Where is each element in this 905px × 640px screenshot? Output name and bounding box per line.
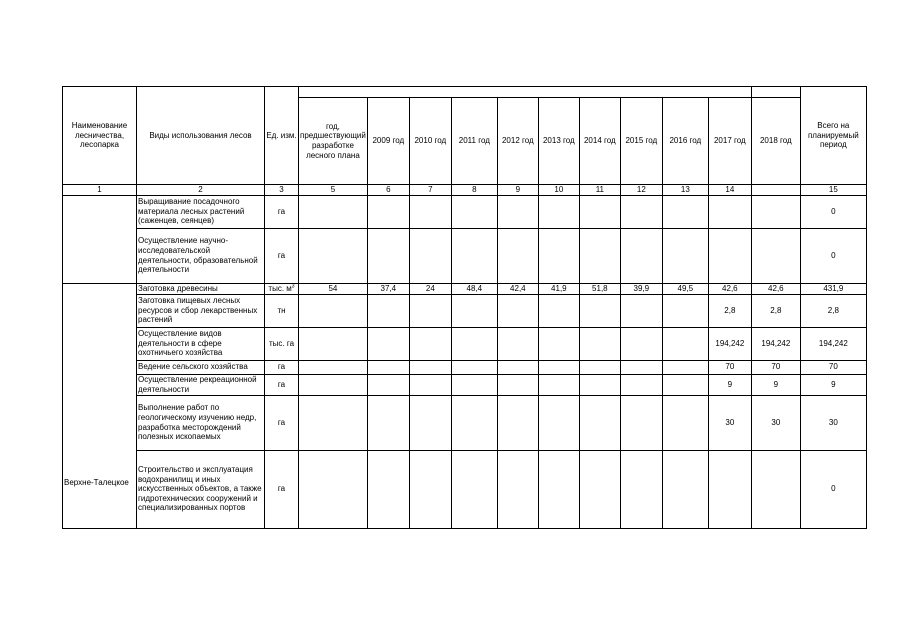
value-cell: [299, 294, 368, 327]
value-cell: 2,8: [708, 294, 751, 327]
value-cell: [409, 228, 451, 283]
table-row: [63, 294, 867, 327]
column-number: 9: [497, 185, 538, 196]
unit-text: га: [277, 417, 286, 427]
table-row: [63, 395, 867, 450]
value-cell: [662, 228, 708, 283]
header-year: 2012 год: [497, 98, 538, 185]
header-unit: Ед. изм.: [265, 87, 299, 185]
value-cell: [497, 327, 538, 360]
value-cell: [497, 450, 538, 528]
value-cell: [662, 195, 708, 228]
value-cell: [299, 195, 368, 228]
value-cell: [708, 195, 751, 228]
unit-superscript: 3: [291, 283, 295, 290]
column-number: 11: [579, 185, 620, 196]
value-cell: [579, 327, 620, 360]
header-year: 2009 год: [367, 98, 409, 185]
value-cell: [662, 294, 708, 327]
value-cell: [662, 374, 708, 395]
value-cell: [538, 327, 579, 360]
unit-text: тн: [277, 305, 286, 315]
column-number: 5: [299, 185, 368, 196]
value-cell: [620, 294, 662, 327]
value-cell: [538, 195, 579, 228]
unit-cell: [265, 360, 299, 374]
value-cell: [299, 450, 368, 528]
value-cell: [451, 360, 497, 374]
header-year: 2018 год: [751, 98, 800, 185]
value-cell: [451, 374, 497, 395]
value-cell: [620, 195, 662, 228]
value-cell: [708, 228, 751, 283]
total-cell: 9: [800, 374, 866, 395]
value-cell: 41,9: [538, 283, 579, 294]
value-cell: [538, 360, 579, 374]
value-cell: [367, 195, 409, 228]
value-cell: 42,4: [497, 283, 538, 294]
value-cell: [620, 360, 662, 374]
value-cell: 30: [751, 395, 800, 450]
value-cell: [497, 395, 538, 450]
value-cell: [367, 294, 409, 327]
value-cell: [299, 360, 368, 374]
value-cell: 37,4: [367, 283, 409, 294]
total-cell: 0: [800, 228, 866, 283]
unit-text: тыс. га: [268, 338, 295, 348]
value-cell: 51,8: [579, 283, 620, 294]
table-row: [63, 195, 867, 228]
column-number: 2: [137, 185, 265, 196]
unit-cell: [265, 294, 299, 327]
header-spacer: [299, 87, 752, 98]
value-cell: [751, 228, 800, 283]
value-cell: [538, 374, 579, 395]
value-cell: [367, 228, 409, 283]
value-cell: [538, 450, 579, 528]
header-year: 2016 год: [662, 98, 708, 185]
unit-cell: [265, 395, 299, 450]
column-number: 7: [409, 185, 451, 196]
unit-cell: [265, 327, 299, 360]
value-cell: [451, 228, 497, 283]
header-kind: Виды использования лесов: [137, 87, 265, 185]
value-cell: [662, 450, 708, 528]
use-kind-cell: Заготовка древесины: [137, 283, 265, 294]
value-cell: [579, 228, 620, 283]
column-number: 14: [708, 185, 751, 196]
use-kind-cell: Осуществление научно-исследовательской деятельности, образовательной деятельности: [137, 228, 265, 283]
unit-text: тыс. м: [268, 283, 292, 293]
column-number: 13: [662, 185, 708, 196]
use-kind-cell: Осуществление видов деятельности в сфере охотничьего хозяйства: [137, 327, 265, 360]
column-number: 1: [63, 185, 137, 196]
use-kind-cell: Строительство и эксплуатация водохранилищ и иных искусственных объектов, а также гидротехнических сооружений и специализированных портов: [137, 450, 265, 528]
column-number: 6: [367, 185, 409, 196]
unit-text: га: [277, 379, 286, 389]
value-cell: [620, 395, 662, 450]
value-cell: [579, 294, 620, 327]
unit-cell: [265, 283, 299, 294]
value-cell: [751, 195, 800, 228]
forestry-name-cell: [63, 195, 137, 283]
value-cell: [662, 360, 708, 374]
value-cell: [367, 450, 409, 528]
value-cell: 24: [409, 283, 451, 294]
column-number: 12: [620, 185, 662, 196]
table-row: [63, 327, 867, 360]
value-cell: 2,8: [751, 294, 800, 327]
unit-text: га: [277, 484, 286, 494]
header-total: Всего на планируемый период: [800, 87, 866, 185]
forestry-name-cell: Верхне-Талецкое: [63, 283, 137, 528]
header-spacer-2018: [751, 87, 800, 98]
value-cell: [620, 228, 662, 283]
value-cell: 39,9: [620, 283, 662, 294]
use-kind-cell: Заготовка пищевых лесных ресурсов и сбор лекарственных растений: [137, 294, 265, 327]
value-cell: 54: [299, 283, 368, 294]
value-cell: [451, 450, 497, 528]
value-cell: 70: [751, 360, 800, 374]
value-cell: [409, 450, 451, 528]
value-cell: [299, 395, 368, 450]
value-cell: 48,4: [451, 283, 497, 294]
column-number: 8: [451, 185, 497, 196]
value-cell: [409, 294, 451, 327]
table-row: [63, 374, 867, 395]
value-cell: [579, 374, 620, 395]
total-cell: 2,8: [800, 294, 866, 327]
unit-cell: [265, 228, 299, 283]
value-cell: [299, 228, 368, 283]
use-kind-cell: Выращивание посадочного материала лесных растений (саженцев, сеянцев): [137, 195, 265, 228]
value-cell: [662, 395, 708, 450]
value-cell: 42,6: [708, 283, 751, 294]
total-cell: 70: [800, 360, 866, 374]
value-cell: [451, 294, 497, 327]
value-cell: [579, 395, 620, 450]
value-cell: [409, 360, 451, 374]
total-cell: 0: [800, 195, 866, 228]
value-cell: 194,242: [751, 327, 800, 360]
value-cell: [451, 195, 497, 228]
value-cell: [708, 450, 751, 528]
value-cell: [620, 450, 662, 528]
value-cell: 49,5: [662, 283, 708, 294]
unit-text: га: [277, 206, 286, 216]
use-kind-cell: Ведение сельского хозяйства: [137, 360, 265, 374]
unit-cell: [265, 450, 299, 528]
value-cell: [497, 374, 538, 395]
value-cell: 9: [708, 374, 751, 395]
value-cell: [367, 327, 409, 360]
header-year: 2017 год: [708, 98, 751, 185]
column-number: 10: [538, 185, 579, 196]
total-cell: 30: [800, 395, 866, 450]
value-cell: [409, 327, 451, 360]
header-year: 2015 год: [620, 98, 662, 185]
value-cell: [299, 374, 368, 395]
value-cell: [538, 395, 579, 450]
total-cell: 0: [800, 450, 866, 528]
table-row: [63, 450, 867, 528]
value-cell: [451, 327, 497, 360]
value-cell: [409, 395, 451, 450]
value-cell: 70: [708, 360, 751, 374]
value-cell: [662, 327, 708, 360]
header-year: 2011 год: [451, 98, 497, 185]
header-year: 2010 год: [409, 98, 451, 185]
value-cell: [367, 374, 409, 395]
value-cell: [497, 195, 538, 228]
header-forestry: Наименование лесничества, лесопарка: [63, 87, 137, 185]
unit-text: га: [277, 362, 286, 372]
value-cell: [579, 360, 620, 374]
use-kind-cell: Осуществление рекреационной деятельности: [137, 374, 265, 395]
table-row: [63, 360, 867, 374]
column-number: 3: [265, 185, 299, 196]
value-cell: [620, 327, 662, 360]
value-cell: [579, 195, 620, 228]
column-number-row: [63, 185, 867, 196]
forest-use-table: [62, 86, 867, 529]
value-cell: [497, 360, 538, 374]
header-year: 2014 год: [579, 98, 620, 185]
use-kind-cell: Выполнение работ по геологическому изучению недр, разработка месторождений полезных ископаемых: [137, 395, 265, 450]
column-number: [751, 185, 800, 196]
value-cell: 30: [708, 395, 751, 450]
value-cell: [299, 327, 368, 360]
value-cell: [579, 450, 620, 528]
value-cell: [367, 395, 409, 450]
value-cell: 9: [751, 374, 800, 395]
unit-text: га: [277, 250, 286, 260]
value-cell: [620, 374, 662, 395]
value-cell: [451, 395, 497, 450]
header-year: 2013 год: [538, 98, 579, 185]
table-row: [63, 228, 867, 283]
value-cell: [497, 228, 538, 283]
value-cell: [409, 374, 451, 395]
total-cell: 194,242: [800, 327, 866, 360]
column-number: 15: [800, 185, 866, 196]
value-cell: 194,242: [708, 327, 751, 360]
total-cell: 431,9: [800, 283, 866, 294]
header-prev-year: год, предшествующий разработке лесного плана: [299, 98, 368, 185]
value-cell: [538, 294, 579, 327]
unit-cell: [265, 195, 299, 228]
value-cell: [538, 228, 579, 283]
table-row: [63, 283, 867, 294]
value-cell: 42,6: [751, 283, 800, 294]
value-cell: [409, 195, 451, 228]
value-cell: [751, 450, 800, 528]
value-cell: [367, 360, 409, 374]
value-cell: [497, 294, 538, 327]
unit-cell: [265, 374, 299, 395]
